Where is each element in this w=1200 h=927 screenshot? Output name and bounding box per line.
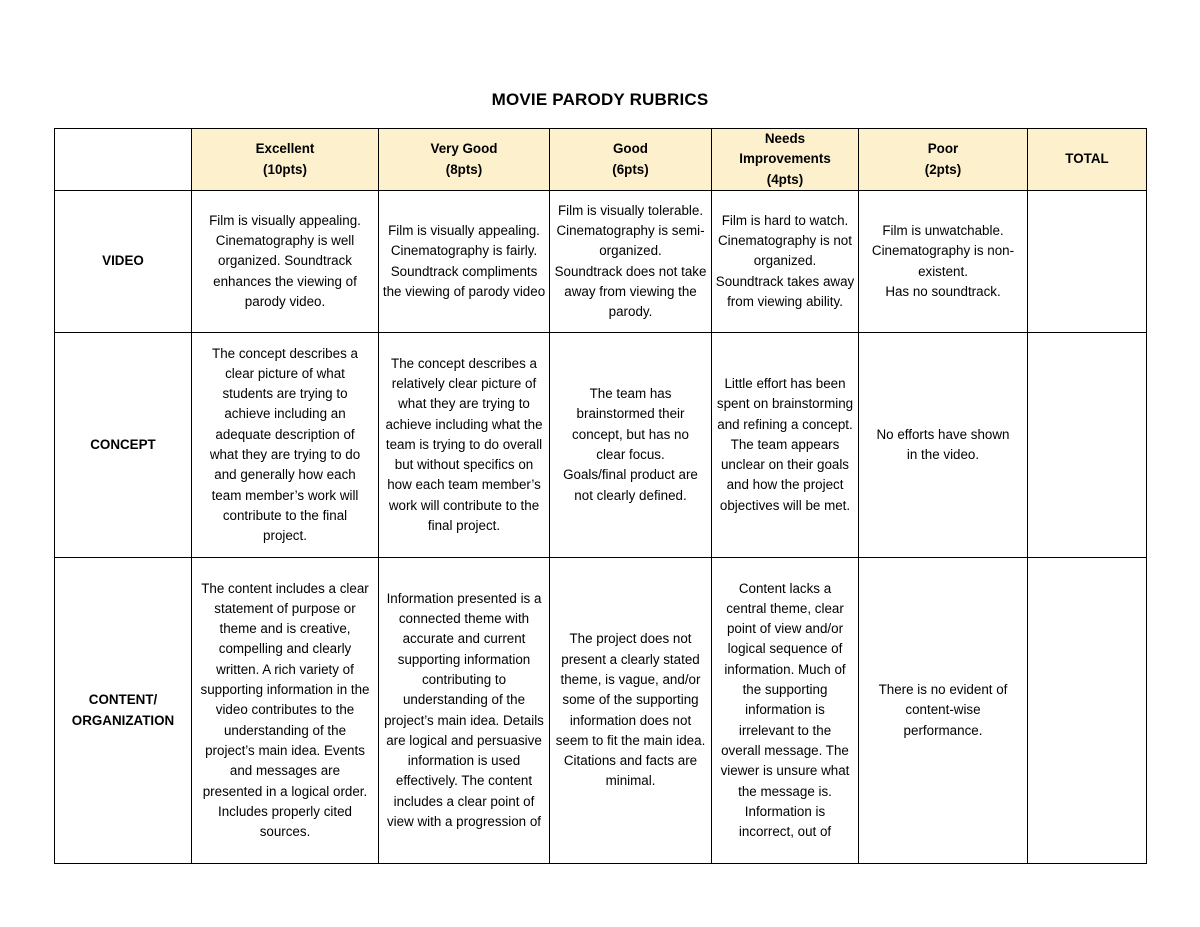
level-points: (2pts) [924,161,962,177]
level-points: (6pts) [612,161,649,177]
cell-concept-total [1028,333,1147,558]
cell-concept-excellent: The concept describes a clear picture of what students are trying to achieve including an adequate description of what they are trying to do and generally how each team member’s work will contribute to the final project. [192,333,379,558]
header-total: TOTAL [1028,129,1147,191]
rubric-row-concept [55,333,1147,558]
level-name: Good [613,141,648,157]
cell-content-good: The project does not present a clearly stated theme, is vague, and/or some of the supporting information does not seem to fit the main idea. Citations and facts are minimal. [550,558,712,864]
document-title: MOVIE PARODY RUBRICS [491,90,709,109]
cell-content-poor: There is no evident of content-wise performance. [859,558,1028,864]
cell-video-needs-improvements: Film is hard to watch. Cinematography is not organized. Soundtrack takes away from viewing ability. [712,191,859,333]
header-poor [859,129,1028,191]
level-name: Very Good [430,141,498,157]
level-name: Poor [927,141,959,157]
level-points: (4pts) [766,171,804,187]
level-points: (8pts) [445,161,483,177]
cell-video-poor: Film is unwatchable. Cinematography is non-existent. Has no soundtrack. [859,191,1028,333]
criterion-content-organization [55,558,192,864]
header-row [55,129,1147,191]
cell-video-very-good: Film is visually appealing. Cinematography is fairly. Soundtrack compliments the viewing of parody video [379,191,550,333]
cell-video-excellent: Film is visually appealing. Cinematography is well organized. Soundtrack enhances the viewing of parody video. [192,191,379,333]
cell-concept-very-good: The concept describes a relatively clear picture of what they are trying to achieve including what the team is trying to do overall but without specifics on how each team member’s work will contribute to the final project. [379,333,550,558]
cell-content-total [1028,558,1147,864]
header-needs-improvements [712,129,859,191]
level-points: (10pts) [263,161,307,177]
cell-concept-poor: No efforts have shown in the video. [859,333,1028,558]
level-name: Excellent [255,141,315,157]
rubric-row-video [55,191,1147,333]
cell-video-good: Film is visually tolerable. Cinematography is semi-organized. Soundtrack does not take away from viewing the parody. [550,191,712,333]
header-excellent [192,129,379,191]
cell-content-excellent: The content includes a clear statement of purpose or theme and is creative, compelling and clearly written. A rich variety of supporting information in the video contributes to the understanding of the project’s main idea. Events and messages are presented in a logical order. Includes properly cited sources. [192,558,379,864]
cell-concept-good: The team has brainstormed their concept, but has no clear focus. Goals/final product are not clearly defined. [550,333,712,558]
rubric-table [54,128,1147,864]
level-name: Needs Improvements [739,131,831,167]
cell-concept-needs-improvements: Little effort has been spent on brainstorming and refining a concept. The team appears unclear on their goals and how the project objectives will be met. [712,333,859,558]
cell-content-needs-improvements: Content lacks a central theme, clear point of view and/or logical sequence of information. Much of the supporting information is irrelevant to the overall message. The viewer is unsure what the message is. Information is incorrect, out of [712,558,859,864]
criterion-line: ORGANIZATION [71,712,175,728]
criterion-video: VIDEO [55,191,192,333]
cell-content-very-good: Information presented is a connected theme with accurate and current supporting information contributing to understanding of the project’s main idea. Details are logical and persuasive information is used effectively. The content includes a clear point of view with a progression of [379,558,550,864]
rubric-row-content-organization [55,558,1147,864]
header-very-good [379,129,550,191]
criterion-concept: CONCEPT [55,333,192,558]
header-good [550,129,712,191]
cell-video-total [1028,191,1147,333]
criterion-line: CONTENT/ [88,692,158,708]
header-corner-cell [55,129,192,191]
